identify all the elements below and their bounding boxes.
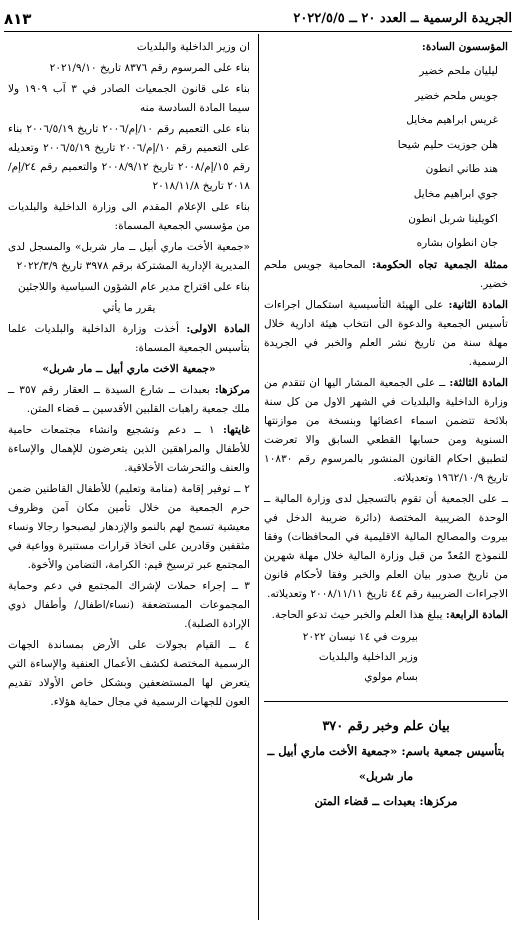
article-3-text: ــ على الجمعية المشار اليها ان تتقدم من وزارة الداخلية والبلديات في الشهر الاول من كل سنة بلائحة تتضمن اسماء اعضائها وبنسخة من موازنتها السنوية ومن حسابها القطعي السابق والا تعرضت لتطبيق احكام القانون المنشور بالمرسوم رقم ١٠٨٣٠ تاريخ ١٩٦٢/١٠/٩ وتعديلاته. bbox=[264, 376, 508, 484]
headquarters-label: مركزها: bbox=[214, 384, 250, 396]
preamble-5: «جمعية الأخت ماري أبيل ــ مار شربل» والمسجل لدى المديرية الإدارية المشتركة برقم ٣٩٧٨ تاريخ ٢٠٢٢/٣/٩ bbox=[8, 241, 250, 272]
header-rule bbox=[4, 31, 512, 32]
notice-line-1: بيان علم وخبر رقم ٣٧٠ bbox=[322, 718, 450, 734]
founder-item: جويس ملحم خضير bbox=[414, 89, 498, 102]
goal-2: ٢ ــ توفير إقامة (منامة وتعليم) للأطفال القاطنين ضمن حرم الجمعية من خلال تأمين مكان آمن وظروف معيشية تسمح لهم بالنمو والإزدهار ليصبحوا رجالا ونساء مثقفين وقادرين على اتخاذ قرارات مستنيرة وواعية في المجتمع عبر ترسيخ قيم: الكرامة، التضامن والأخوة. bbox=[8, 483, 250, 571]
minister-line: ان وزير الداخلية والبلديات bbox=[136, 41, 250, 53]
article-3-tax: ــ على الجمعية أن تقوم بالتسجيل لدى وزارة المالية ــ الوحدة الضريبية المختصة (دائرة ضريبة الدخل في بيروت والمصالح المالية الاقليمية في المحافظات) وفقا للنموذج المُعدّ من قبل وزارة المالية خلال مهلة شهرين من تاريخ صدور بيان العلم والخبر وفقا لأحكام قانون الاجراءات الضريبية رقم ٤٤ تاريخ ٢٠٠٨/١١/١١ وتعديلاته. bbox=[264, 492, 508, 600]
rep-text: المحامية جويس ملحم خضير. bbox=[264, 258, 508, 290]
founder-item: ليليان ملحم خضير bbox=[419, 65, 498, 77]
left-column bbox=[8, 38, 250, 714]
page-header bbox=[4, 8, 512, 30]
article-4-label: المادة الرابعة: bbox=[445, 608, 508, 621]
column-separator bbox=[258, 34, 259, 920]
goal-3: ٣ ــ إجراء حملات لإشراك المجتمع في دعم وحماية المجموعات المستضعفة (نساء/اطفال/ وأطفال ذوي الإرادة الصلبة). bbox=[8, 580, 250, 630]
article-4-text: يبلغ هذا العلم والخبر حيث تدعو الحاجة. bbox=[271, 608, 446, 621]
article-3-label: المادة الثالثة: bbox=[449, 376, 508, 389]
goal-1 bbox=[8, 421, 250, 478]
founder-item: غريس ابراهيم مخايل bbox=[406, 114, 498, 127]
preamble-3: بناء على التعميم رقم ١٠/إم/٢٠٠٦ تاريخ ٢٠٠٦/٥/١٩ بناء على التعميم رقم ١٠/إم/٢٠٠٦ تاريخ ٢٠٠٦/٥/١٩ وتعديله رقم ١٥/إم/٢٠٠٨ تاريخ ٢٠٠٨/٩/١٢ والتعميم رقم ٢٤/إم/٢٠١٨ تاريخ ٢٠١٨/١١/٨ bbox=[8, 123, 250, 192]
page-number: ٨١٣ bbox=[4, 10, 32, 28]
notice-heading bbox=[264, 701, 508, 814]
headquarters bbox=[8, 381, 250, 419]
article-1-label: المادة الاولى: bbox=[186, 323, 250, 335]
association-name: «جمعية الاخت ماري أبيل ــ مار شربل» bbox=[42, 363, 216, 375]
preamble-1: بناء على المرسوم رقم ٨٣٧٦ تاريخ ٢٠٢١/٩/١٠ bbox=[49, 62, 250, 74]
article-4 bbox=[264, 606, 508, 625]
signature-date: بيروت في ١٤ نيسان ٢٠٢٢ bbox=[302, 630, 418, 643]
article-2-label: المادة الثانية: bbox=[448, 298, 508, 311]
founders-heading: المؤسسون السادة: bbox=[421, 41, 508, 53]
signature-block bbox=[264, 627, 418, 687]
founder-item: جان انطوان بشاره bbox=[416, 237, 498, 250]
header-title: الجريدة الرسمية ــ العدد ٢٠ ــ ٢٠٢٢/٥/٥ bbox=[293, 11, 512, 26]
article-1-text: أخذت وزارة الداخلية والبلديات علما بتأسيس الجمعية المسماة: bbox=[8, 323, 250, 354]
founders-list bbox=[264, 59, 508, 256]
headquarters-text: بعبدات ــ شارع السيدة ــ العقار رقم ٣٥٧ ــ ملك جمعية راهبات القلبين الأقدسين ــ قضاء المتن. bbox=[8, 384, 250, 415]
decision-line: يقرر ما يأتي bbox=[102, 302, 156, 314]
goal-1-text: ١ ــ دعم وتشجيع وانشاء مجتمعات حامية للأطفال والمراهقين الذين يتعرضون للإهمال والإساءة والعنف والتحرشات الأخلاقية. bbox=[8, 424, 250, 474]
goal-4: ٤ ــ القيام بجولات على الأرض بمساندة الجهات الرسمية المختصة لكشف الأعمال العنفية والإساءة التي يتعرض لها المستضعفين وبشكل خاص الأولاد تقديم العون للجهات الرسمية في مجال حماية هؤلاء. bbox=[8, 639, 250, 708]
government-representative bbox=[264, 256, 508, 294]
notice-line-3: مركزها: بعبدات ــ قضاء المتن bbox=[314, 793, 458, 808]
notice-line-2: بتأسيس جمعية باسم: «جمعية الأخت ماري أبيل ــ مار شربل» bbox=[267, 743, 505, 783]
preamble-2: بناء على قانون الجمعيات الصادر في ٣ آب ١٩٠٩ ولا سيما المادة السادسة منه bbox=[8, 83, 251, 114]
article-2 bbox=[264, 296, 508, 372]
founder-item: هند طاني انطون bbox=[425, 163, 498, 176]
rep-label: ممثلة الجمعية تجاه الحكومة: bbox=[372, 258, 508, 271]
founder-item: هلن جوزيت حليم شيحا bbox=[397, 138, 498, 151]
signature-title: وزير الداخلية والبلديات bbox=[318, 650, 418, 663]
preamble-6: بناء على اقتراح مدير عام الشؤون السياسية واللاجئين bbox=[18, 281, 250, 293]
preamble-4: بناء على الإعلام المقدم الى وزارة الداخلية والبلديات من مؤسسي الجمعية المسماة: bbox=[8, 201, 250, 232]
founder-item: جوي ابراهيم مخايل bbox=[413, 187, 498, 200]
article-3 bbox=[264, 374, 508, 488]
article-2-text: على الهيئة التأسيسية استكمال اجراءات تأسيس الجمعية والدعوة الى انتخاب هيئة ادارية خلال مهلة سنة من تاريخ نشر العلم والخبر في الجريدة الرسمية. bbox=[264, 298, 508, 368]
signature-name: بسام مولوي bbox=[364, 670, 418, 683]
article-1 bbox=[8, 320, 250, 358]
founder-item: اكويلينا شربل انطون bbox=[408, 212, 498, 225]
right-column bbox=[264, 38, 508, 814]
goals-label: غايتها: bbox=[223, 424, 250, 436]
